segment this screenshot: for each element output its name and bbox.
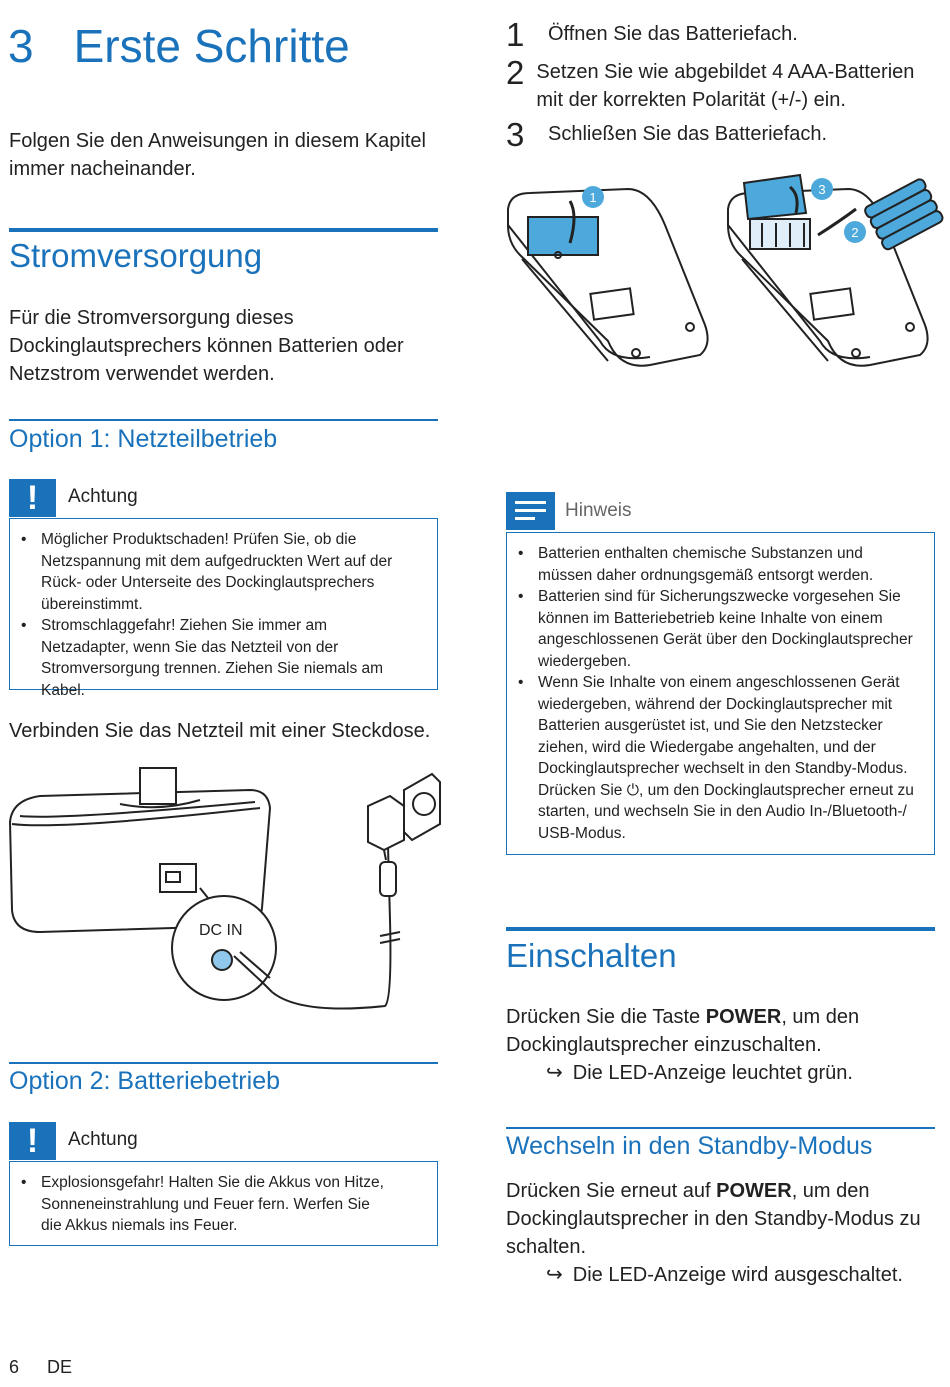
list-item: • Stromschlaggefahr! Ziehen Sie immer am Netzadapter, wenn Sie das Netzteil von der Stromversorgung trennen. Ziehen Sie niemals am Kabel.: [10, 615, 402, 701]
page-number: 6: [9, 1357, 20, 1377]
section-rule: [506, 927, 935, 931]
result-arrow-icon: ↪: [546, 1264, 563, 1286]
step-item: [506, 18, 936, 52]
caution-list: [10, 1162, 390, 1237]
caution-box-option2: [9, 1161, 438, 1246]
warning-icon: !: [9, 479, 56, 517]
list-item: • Batterien sind für Sicherungszwecke vorgesehen Sie können im Batteriebetrieb keine Inhalte von einem angeschlossenen Gerät über den Dockinglautsprecher wiedergeben.: [507, 586, 921, 672]
subsection-title-option1: Option 1: Netzteilbetrieb: [9, 425, 278, 453]
chapter-heading: [8, 16, 350, 76]
step-text: Schließen Sie das Batteriefach.: [548, 123, 828, 145]
note-icon: [506, 492, 555, 530]
list-item: • Möglicher Produktschaden! Prüfen Sie, ob die Netzspannung mit dem aufgedruckten Wert auf der Rück- oder Unterseite des Dockinglautsprechers übereinstimmt.: [10, 529, 402, 615]
result-text: Die LED-Anzeige wird ausgeschaltet.: [572, 1264, 903, 1286]
chapter-number: 3: [8, 20, 34, 72]
note-box: [506, 532, 935, 855]
caution-label: Achtung: [68, 1129, 138, 1150]
power-on-result: [546, 1059, 853, 1087]
callout-1: 1: [589, 190, 597, 205]
key-name: POWER: [716, 1180, 792, 1202]
result-text: Die LED-Anzeige leuchtet grün.: [572, 1062, 853, 1084]
standby-result: [546, 1261, 903, 1289]
steps-list: [506, 18, 936, 152]
callout-3: 3: [818, 182, 826, 197]
section-title-power-on: Einschalten: [506, 937, 677, 974]
instruction-text: Drücken Sie die Taste: [506, 1006, 706, 1028]
page-language: DE: [47, 1357, 73, 1377]
step-item: [506, 56, 936, 114]
result-arrow-icon: ↪: [546, 1062, 563, 1084]
connect-instruction: Verbinden Sie das Netzteil mit einer Steckdose.: [9, 720, 431, 742]
power-intro: Für die Stromversorgung dieses Dockinglautsprechers können Batterien oder Netzstrom verwendet werden.: [9, 307, 404, 385]
step-number: 1: [506, 16, 525, 53]
adapter-connection-illustration: [0, 760, 450, 1060]
power-on-instruction: [506, 1003, 926, 1059]
page-footer: [9, 1357, 72, 1378]
caution-list: [10, 519, 402, 701]
step-item: [506, 118, 936, 152]
step-number: 3: [506, 116, 525, 153]
instruction-text: , um den Dockinglautsprecher einzuschalten.: [506, 1006, 860, 1056]
instruction-text: Drücken Sie erneut auf: [506, 1180, 717, 1202]
list-item: • Explosionsgefahr! Halten Sie die Akkus von Hitze, Sonneneinstrahlung und Feuer fern. Werfen Sie die Akkus niemals ins Feuer.: [10, 1172, 390, 1237]
key-name: POWER: [705, 1006, 782, 1028]
callout-2: 2: [851, 225, 859, 240]
section-rule: [9, 228, 438, 232]
note-list: [507, 533, 921, 844]
section-title-power: Stromversorgung: [9, 237, 263, 274]
subsection-rule: [9, 419, 438, 421]
instruction-text: , um den Dockinglautsprecher in den Standby-Modus zu schalten.: [506, 1180, 921, 1258]
chapter-title: Erste Schritte: [73, 20, 350, 72]
list-item: • Batterien enthalten chemische Substanzen und müssen daher ordnungsgemäß entsorgt werden.: [507, 543, 921, 586]
caution-box-option1: [9, 518, 438, 699]
subsection-rule: [506, 1127, 935, 1129]
warning-icon: !: [9, 1122, 56, 1160]
step-text: Setzen Sie wie abgebildet 4 AAA-Batterien mit der korrekten Polarität (+/-) ein.: [536, 61, 915, 111]
subsection-rule: [9, 1062, 438, 1064]
subsection-title-option2: Option 2: Batteriebetrieb: [9, 1067, 280, 1095]
chapter-intro: Folgen Sie den Anweisungen in diesem Kapitel immer nacheinander.: [9, 130, 426, 180]
subsection-title-standby: Wechseln in den Standby-Modus: [506, 1132, 873, 1160]
note-label: Hinweis: [565, 500, 632, 521]
caution-label: Achtung: [68, 486, 138, 507]
standby-instruction: [506, 1177, 931, 1261]
step-text: Öffnen Sie das Batteriefach.: [548, 23, 798, 45]
battery-compartment-illustration: [500, 165, 945, 465]
list-item: • Wenn Sie Inhalte von einem angeschlossenen Gerät wiedergeben, während der Dockinglautsprecher mit Batterien ausgerüstet ist, und Sie den Netzstecker ziehen, wird die Wiedergabe angehalten, und der Dockinglautsprecher wechselt in den Standby-Modus. Drücken Sie ⏻, um den Dockinglautsprecher erneut zu starten, und wechseln Sie in den Audio In-/Bluetooth-/ USB-Modus.: [507, 672, 921, 844]
step-number: 2: [506, 54, 525, 91]
dc-in-label: DC IN: [199, 922, 243, 939]
